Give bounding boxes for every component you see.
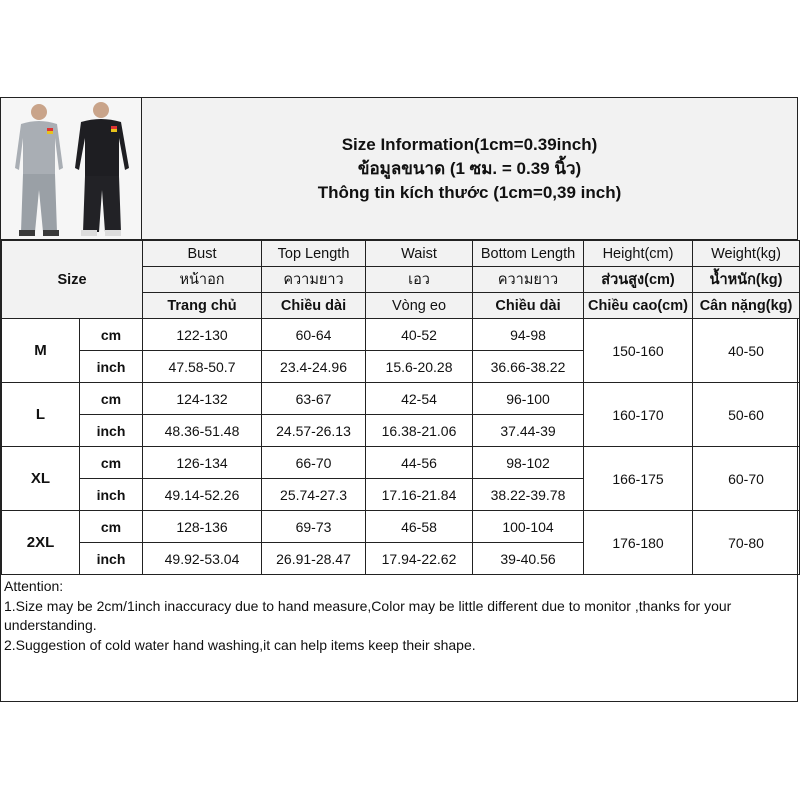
col-top-length-en: Top Length [262, 241, 366, 267]
top-length-cell: 69-73 [262, 511, 366, 543]
bottom-length-cell: 98-102 [473, 447, 584, 479]
attention-notes [1, 574, 797, 701]
notes-heading: Attention: [4, 578, 64, 594]
col-waist-en: Waist [366, 241, 473, 267]
col-weight-en: Weight(kg) [693, 241, 800, 267]
bust-cell: 126-134 [143, 447, 262, 479]
unit-cell: inch [80, 415, 143, 447]
bottom-length-cell: 39-40.56 [473, 543, 584, 575]
col-top-length-th: ความยาว [262, 267, 366, 293]
size-cell: M [2, 319, 80, 383]
size-header: Size [2, 241, 143, 319]
title-english: Size Information(1cm=0.39inch) [341, 134, 598, 154]
bottom-length-cell: 94-98 [473, 319, 584, 351]
bottom-length-cell: 38.22-39.78 [473, 479, 584, 511]
col-waist-vi: Vòng eo [366, 293, 473, 319]
height-cell: 166-175 [584, 447, 693, 511]
col-weight-vi: Cân nặng(kg) [693, 293, 800, 319]
top-length-cell: 26.91-28.47 [262, 543, 366, 575]
top-length-cell: 24.57-26.13 [262, 415, 366, 447]
col-bust-vi: Trang chủ [143, 293, 262, 319]
bust-cell: 48.36-51.48 [143, 415, 262, 447]
top-length-cell: 60-64 [262, 319, 366, 351]
waist-cell: 17.16-21.84 [366, 479, 473, 511]
col-height-vi: Chiều cao(cm) [584, 293, 693, 319]
waist-cell: 15.6-20.28 [366, 351, 473, 383]
bust-cell: 49.14-52.26 [143, 479, 262, 511]
tracksuit-models-icon [1, 98, 141, 239]
col-bottom-length-en: Bottom Length [473, 241, 584, 267]
bust-cell: 47.58-50.7 [143, 351, 262, 383]
bust-cell: 49.92-53.04 [143, 543, 262, 575]
size-cell: 2XL [2, 511, 80, 575]
notes-line-1: 1.Size may be 2cm/1inch inaccuracy due to hand measure,Color may be little different due to monitor ,thanks for your understanding. [4, 597, 732, 633]
col-bottom-length-th: ความยาว [473, 267, 584, 293]
unit-cell: cm [80, 319, 143, 351]
bottom-length-cell: 96-100 [473, 383, 584, 415]
table-row [2, 511, 800, 543]
size-table [1, 240, 800, 575]
waist-cell: 46-58 [366, 511, 473, 543]
bust-cell: 124-132 [143, 383, 262, 415]
unit-cell: cm [80, 511, 143, 543]
weight-cell: 40-50 [693, 319, 800, 383]
height-cell: 176-180 [584, 511, 693, 575]
bottom-length-cell: 37.44-39 [473, 415, 584, 447]
col-height-th: ส่วนสูง(cm) [584, 267, 693, 293]
height-cell: 150-160 [584, 319, 693, 383]
col-waist-th: เอว [366, 267, 473, 293]
bust-cell: 122-130 [143, 319, 262, 351]
size-cell: XL [2, 447, 80, 511]
col-top-length-vi: Chiều dài [262, 293, 366, 319]
bottom-length-cell: 100-104 [473, 511, 584, 543]
table-row [2, 447, 800, 479]
title-block [142, 98, 797, 240]
top-length-cell: 25.74-27.3 [262, 479, 366, 511]
unit-cell: cm [80, 383, 143, 415]
col-height-en: Height(cm) [584, 241, 693, 267]
notes-line-2: 2.Suggestion of cold water hand washing,it can help items keep their shape. [4, 636, 476, 653]
waist-cell: 17.94-22.62 [366, 543, 473, 575]
unit-cell: inch [80, 351, 143, 383]
top-length-cell: 66-70 [262, 447, 366, 479]
waist-cell: 16.38-21.06 [366, 415, 473, 447]
title-thai: ข้อมูลขนาด (1 ซม. = 0.39 นิ้ว) [357, 158, 582, 178]
weight-cell: 50-60 [693, 383, 800, 447]
col-bottom-length-vi: Chiều dài [473, 293, 584, 319]
header-row-english [2, 241, 800, 267]
col-bust-th: หน้าอก [143, 267, 262, 293]
weight-cell: 60-70 [693, 447, 800, 511]
height-cell: 160-170 [584, 383, 693, 447]
unit-cell: inch [80, 543, 143, 575]
size-cell: L [2, 383, 80, 447]
unit-cell: cm [80, 447, 143, 479]
weight-cell: 70-80 [693, 511, 800, 575]
col-bust-en: Bust [143, 241, 262, 267]
top-length-cell: 23.4-24.96 [262, 351, 366, 383]
table-row [2, 383, 800, 415]
col-weight-th: น้ำหนัก(kg) [693, 267, 800, 293]
table-row [2, 319, 800, 351]
waist-cell: 40-52 [366, 319, 473, 351]
title-vietnamese: Thông tin kích thước (1cm=0,39 inch) [317, 182, 622, 202]
waist-cell: 44-56 [366, 447, 473, 479]
bottom-length-cell: 36.66-38.22 [473, 351, 584, 383]
waist-cell: 42-54 [366, 383, 473, 415]
bust-cell: 128-136 [143, 511, 262, 543]
unit-cell: inch [80, 479, 143, 511]
tracksuit-models-image [1, 98, 142, 240]
size-chart [0, 97, 798, 702]
top-length-cell: 63-67 [262, 383, 366, 415]
